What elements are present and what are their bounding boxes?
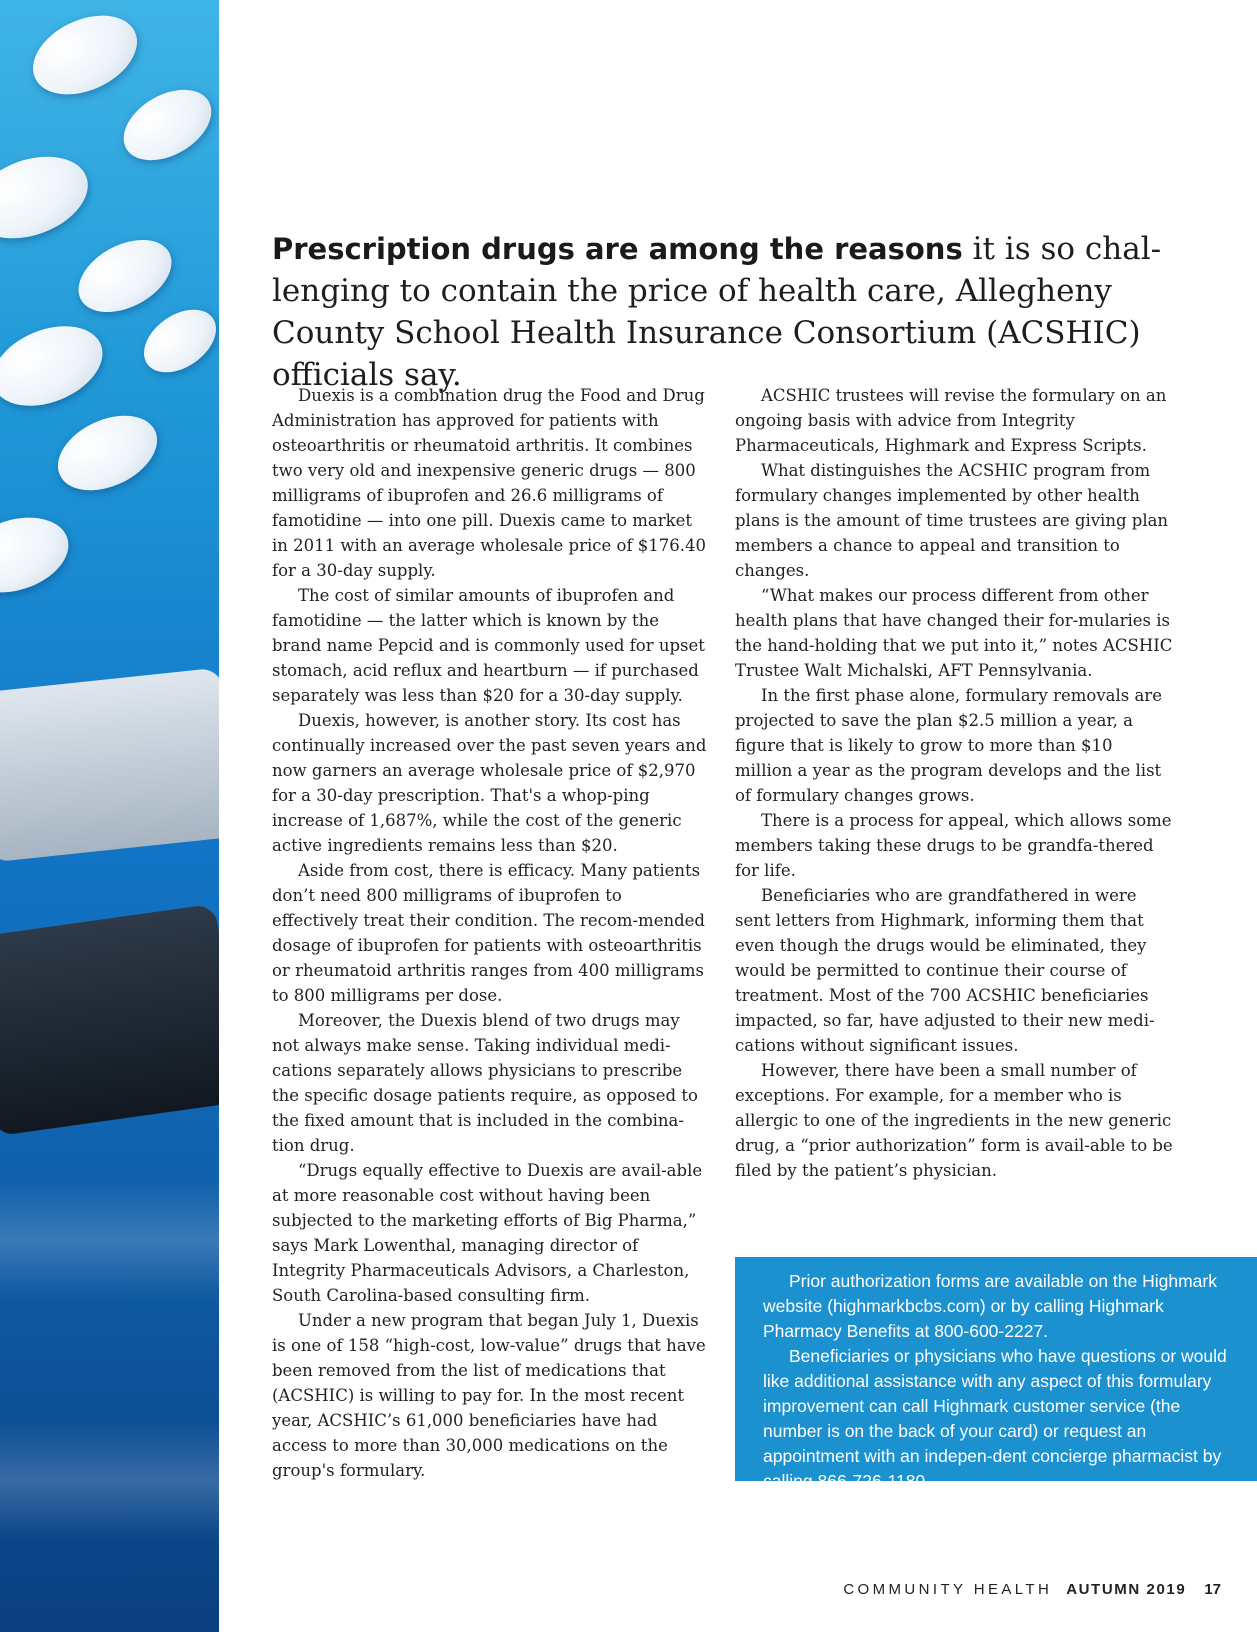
- paragraph: Moreover, the Duexis blend of two drugs may not always make sense. Taking individual medi-cations separately allows physicians to prescribe the specific dosage patients require, as opposed to the fixed amount that is included in the combina-tion drug.: [272, 1011, 698, 1155]
- headline-rest: it is so chal-lenging to contain the price of health care, Allegheny County School Health Insurance Consortium (ACSHIC) officials say.: [272, 231, 1162, 393]
- sidebar-paragraph: Beneficiaries or physicians who have questions or would like additional assistance with any aspect of this formulary improvement can call Highmark customer service (the number is on the back of your card) or request an appointment with an indepen-dent concierge pharmacist by calling 866-726-1180.: [763, 1346, 1227, 1491]
- info-sidebar-box: [735, 1257, 1257, 1491]
- paragraph: What distinguishes the ACSHIC program from formulary changes implemented by other health plans is the amount of time trustees are giving plan members a chance to appeal and transition to changes.: [735, 461, 1169, 580]
- pill-image: [66, 225, 183, 327]
- headline-bold-lead: Prescription drugs are among the reasons: [272, 232, 963, 266]
- paragraph: The cost of similar amounts of ibuprofen and famotidine — the latter which is known by the brand name Pepcid and is commonly used for upset stomach, acid reflux and heartburn — if purchased separately was less than $20 for a 30-day supply.: [272, 586, 705, 705]
- paragraph: Beneficiaries who are grandfathered in were sent letters from Highmark, informing them that even though the drugs would be eliminated, they would be permitted to continue their course of treatment. Most of the 700 ACSHIC beneficiaries impacted, so far, have adjusted to their new medi-cations without significant issues.: [735, 886, 1155, 1055]
- pill-image: [0, 505, 78, 606]
- paragraph: Duexis is a combination drug the Food and Drug Administration has approved for patients with osteoarthritis or rheumatoid arthritis. It combines two very old and inexpensive generic drugs — 800 milligrams of ibuprofen and 26.6 milligrams of famotidine — into one pill. Duexis came to market in 2011 with an average wholesale price of $176.40 for a 30-day supply.: [272, 386, 707, 580]
- pill-image: [132, 297, 219, 385]
- pill-image: [0, 311, 114, 421]
- article-headline: [272, 228, 1172, 396]
- publication-name: COMMUNITY HEALTH: [843, 1581, 1053, 1598]
- article-column-right: [735, 383, 1175, 1183]
- issue-date: AUTUMN 2019: [1066, 1581, 1187, 1598]
- pill-photo: [0, 0, 219, 1632]
- pill-image: [111, 75, 219, 174]
- sidebar-paragraph: Prior authorization forms are available on the Highmark website (highmarkbcbs.com) or by calling Highmark Pharmacy Benefits at 800-600-2227.: [763, 1271, 1217, 1341]
- pill-dispenser: [0, 667, 219, 862]
- paragraph: However, there have been a small number of exceptions. For example, for a member who is allergic to one of the ingredients in the new generic drug, a “prior authorization” form is avail-able to be filed by the patient’s physician.: [735, 1061, 1173, 1180]
- photo-glare: [0, 1180, 219, 1300]
- pill-dispenser: [0, 904, 219, 1137]
- page-number: 17: [1204, 1581, 1221, 1598]
- paragraph: “Drugs equally effective to Duexis are avail-able at more reasonable cost without having been subjected to the marketing efforts of Big Pharma,” says Mark Lowenthal, managing director of Integrity Pharmaceuticals Advisors, a Charleston, South Carolina-based consulting firm.: [272, 1161, 703, 1305]
- paragraph: ACSHIC trustees will revise the formulary on an ongoing basis with advice from Integrity Pharmaceuticals, Highmark and Express Scripts.: [735, 386, 1167, 455]
- paragraph: Under a new program that began July 1, Duexis is one of 158 “high-cost, low-value” drugs that have been removed from the list of medications that (ACSHIC) is willing to pay for. In the most recent year, ACSHIC’s 61,000 beneficiaries have had access to more than 30,000 medications on the group's formulary.: [272, 1311, 706, 1480]
- pill-image: [46, 401, 169, 505]
- pill-image: [0, 142, 99, 254]
- paragraph: Duexis, however, is another story. Its cost has continually increased over the past seven years and now garners an average wholesale price of $2,970 for a 30-day prescription. That's a whop-ping increase of 1,687%, while the cost of the generic active ingredients remains less than $20.: [272, 711, 707, 855]
- paragraph: There is a process for appeal, which allows some members taking these drugs to be grandfa-thered for life.: [735, 811, 1172, 880]
- paragraph: “What makes our process different from other health plans that have changed their for-mularies is the hand-holding that we put into it,” notes ACSHIC Trustee Walt Michalski, AFT Pennsylvania.: [735, 586, 1173, 680]
- paragraph: In the first phase alone, formulary removals are projected to save the plan $2.5 million a year, a figure that is likely to grow to more than $10 million a year as the program develops and the list of formulary changes grows.: [735, 686, 1162, 805]
- paragraph: Aside from cost, there is efficacy. Many patients don’t need 800 milligrams of ibuprofen to effectively treat their condition. The recom-mended dosage of ibuprofen for patients with osteoarthritis or rheumatoid arthritis ranges from 400 milligrams to 800 milligrams per dose.: [272, 861, 705, 1005]
- photo-glare: [0, 1420, 219, 1540]
- pill-image: [20, 0, 149, 110]
- page-footer: [843, 1581, 1221, 1598]
- article-column-left: [272, 383, 712, 1483]
